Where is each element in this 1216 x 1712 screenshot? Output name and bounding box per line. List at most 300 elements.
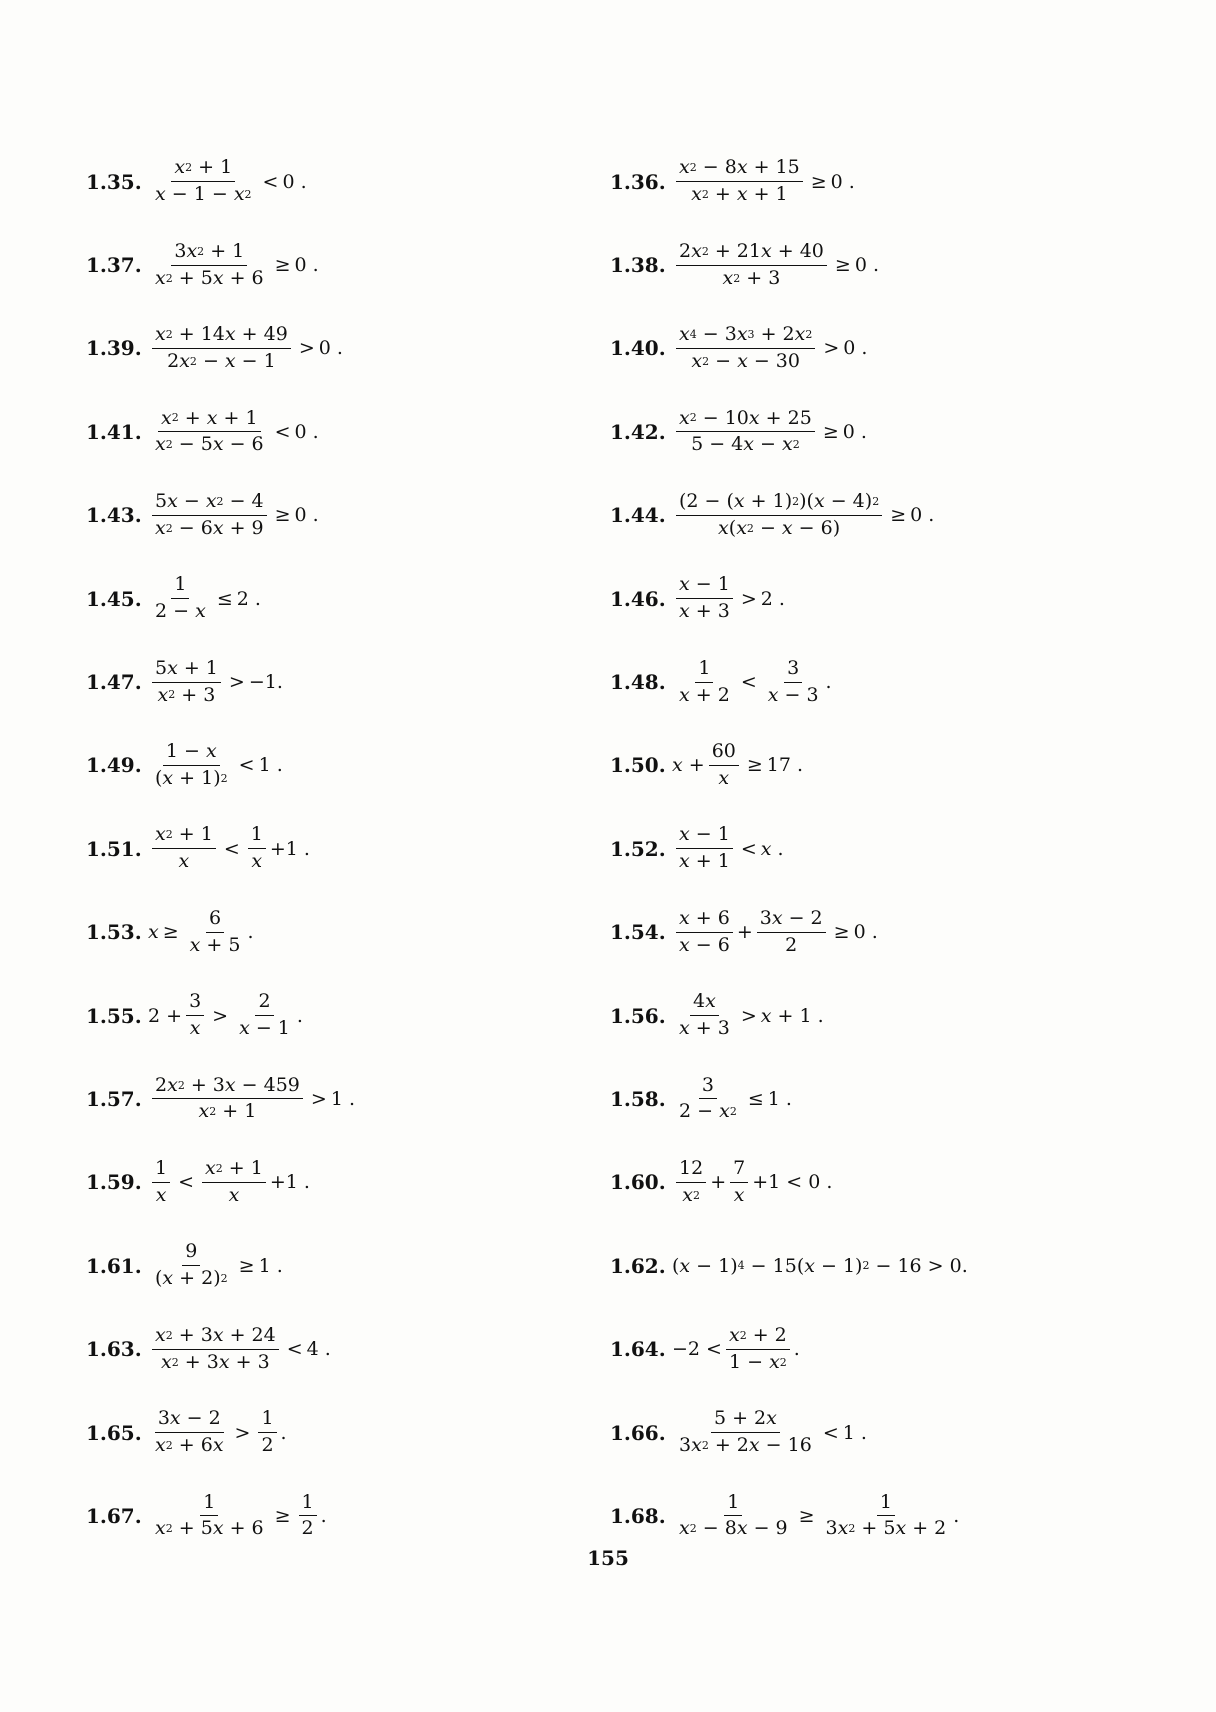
problem-1-60 [610,1141,1170,1224]
fraction [676,491,882,540]
fraction [152,1325,279,1374]
page-number: 155 [587,1546,629,1570]
inequality [672,1255,968,1277]
numerator: 1 [299,1492,317,1517]
inequality [672,824,784,873]
expression-text: + [736,921,753,944]
problem-1-49 [86,724,646,807]
expression-text: 0 . [910,504,935,527]
expression-text: +1 . [269,1171,310,1194]
problem-number: 1.56. [610,1003,666,1028]
problem-1-50 [610,724,1170,807]
relation-sign: > [823,337,840,360]
problem-1-66 [610,1391,1170,1474]
inequality [148,1492,327,1541]
relation-sign: ≥ [890,504,907,527]
fraction [676,408,815,457]
denominator: x [228,1183,240,1206]
problem-1-55 [86,974,646,1057]
fraction [202,1158,266,1207]
denominator: 3 x 2 + 5 x + 2 [825,1517,947,1540]
numerator: x − 1 [676,824,733,849]
expression-text: . [793,1338,800,1361]
numerator: 1 [877,1492,895,1517]
problem-1-35 [86,140,646,223]
problem-number: 1.54. [610,920,666,945]
problem-1-64 [610,1307,1170,1390]
relation-sign: > [228,671,245,694]
problem-1-59 [86,1141,646,1224]
denominator: 3 x 2 + 2 x − 16 [679,1434,812,1457]
problem-number: 1.65. [86,1420,142,1445]
expression-text: ( x − 1) 4 − 15( x − 1) 2 − 16 > 0. [672,1254,968,1277]
inequality [148,574,261,623]
denominator: x [251,850,263,873]
problem-1-61 [86,1224,646,1307]
numerator: 1 [258,1408,276,1433]
problem-1-37 [86,223,646,306]
problem-number: 1.36. [610,169,666,194]
fraction [152,241,267,290]
expression-text: . [280,1421,287,1444]
denominator: x 2 + 3 [722,266,781,289]
fraction [299,1492,317,1541]
denominator: x [155,1183,167,1206]
expression-text: 1 . [258,754,283,777]
relation-sign: ≥ [833,921,850,944]
numerator: x 4 − 3 x 3 + 2 x 2 [676,324,815,349]
fraction [676,1492,791,1541]
problem-number: 1.37. [86,253,142,278]
problem-1-46 [610,557,1170,640]
inequality [148,1158,310,1207]
problem-1-47 [86,640,646,723]
expression-text: 2 + [148,1004,183,1027]
numerator: 60 [709,741,739,766]
problem-1-63 [86,1307,646,1390]
fraction [187,908,244,957]
expression-text: 0 . [843,337,868,360]
denominator: x 2 − x − 30 [691,349,800,372]
fraction [757,908,826,957]
inequality [148,991,303,1040]
relation-sign: > [234,1421,251,1444]
denominator: 2 x 2 − x − 1 [167,349,276,372]
inequality [148,1241,283,1290]
relation-sign: < [262,170,279,193]
inequality [148,408,319,457]
numerator: x 2 − 8 x + 15 [676,157,803,182]
expression-text: +1 . [269,837,310,860]
problem-number: 1.67. [86,1503,142,1528]
expression-text: 17 . [766,754,804,777]
denominator: x 2 + 3 x + 3 [161,1350,270,1373]
inequality [672,324,867,373]
problem-1-56 [610,974,1170,1057]
problem-1-65 [86,1391,646,1474]
inequality [148,324,343,373]
relation-sign: < [822,1421,839,1444]
problem-number: 1.53. [86,920,142,945]
denominator: x − 1 − x 2 [155,183,252,206]
numerator: 1 [695,658,713,683]
problem-1-44 [610,474,1170,557]
problem-1-42 [610,390,1170,473]
denominator: x + 1 [679,850,730,873]
denominator: x − 3 [767,683,819,706]
problem-number: 1.60. [610,1170,666,1195]
relation-sign: ≥ [746,754,763,777]
relation-sign: ≤ [216,587,233,610]
relation-sign: ≥ [822,420,839,443]
numerator: x 2 + x + 1 [158,408,261,433]
numerator: x 2 + 1 [171,157,235,182]
problem-1-52 [610,807,1170,890]
inequality [148,1075,355,1124]
problem-number: 1.52. [610,836,666,861]
denominator: x − 6 [679,933,730,956]
fraction [676,824,733,873]
problem-1-39 [86,307,646,390]
relation-sign: ≥ [274,254,291,277]
fraction [676,1075,740,1124]
fraction [152,1158,170,1207]
fraction [709,741,739,790]
denominator: x + 5 [189,933,241,956]
fraction [152,574,209,623]
problem-number: 1.66. [610,1420,666,1445]
numerator: 1 [171,574,189,599]
numerator: 3 [186,991,204,1016]
inequality [672,658,832,707]
relation-sign: ≥ [162,921,179,944]
inequality [148,1408,287,1457]
problem-number: 1.42. [610,419,666,444]
expression-text: −1. [248,671,283,694]
denominator: x 2 [682,1183,700,1206]
relation-sign: > [212,1004,229,1027]
numerator: 7 [730,1158,748,1183]
expression-text: . [247,921,254,944]
relation-sign: > [298,337,315,360]
problem-number: 1.51. [86,836,142,861]
fraction [730,1158,748,1207]
inequality [672,408,867,457]
expression-text: 2 . [760,587,785,610]
expression-text: 0 . [853,921,878,944]
problem-number: 1.35. [86,169,142,194]
expression-text: + [710,1171,727,1194]
numerator: 3 x 2 + 1 [171,241,247,266]
expression-text: x [148,921,159,944]
expression-text: 1 . [767,1087,792,1110]
expression-text: 4 . [306,1338,331,1361]
denominator: 2 [785,933,798,956]
problem-number: 1.57. [86,1086,142,1111]
problem-number: 1.68. [610,1503,666,1528]
denominator: x 2 − 8 x − 9 [679,1517,788,1540]
fraction [676,1408,815,1457]
relation-sign: ≥ [834,254,851,277]
denominator: x 2 + 5 x + 6 [155,1517,264,1540]
denominator: x [718,766,730,789]
relation-sign: < [223,837,240,860]
relation-sign: < [286,1338,303,1361]
numerator: 5 + 2 x [711,1408,780,1433]
numerator: 3 [699,1075,717,1100]
fraction [676,574,733,623]
denominator: 2 [301,1517,314,1540]
numerator: 1 [248,824,266,849]
inequality [148,741,283,790]
expression-text: 0 . [318,337,343,360]
relation-sign: ≥ [274,1504,291,1527]
numerator: 3 x − 2 [757,908,826,933]
fraction [152,1075,303,1124]
numerator: 1 [724,1492,742,1517]
numerator: 6 [206,908,224,933]
fraction [152,324,291,373]
numerator: x 2 + 3 x + 24 [152,1325,279,1350]
problem-1-40 [610,307,1170,390]
denominator: x + 2 [679,683,730,706]
problem-number: 1.64. [610,1337,666,1362]
fraction [676,908,733,957]
relation-sign: ≥ [238,1254,255,1277]
expression-text: −2 < [672,1338,722,1361]
expression-text: 0 . [854,254,879,277]
numerator: 2 x 2 + 21 x + 40 [676,241,827,266]
denominator: x [733,1183,745,1206]
relation-sign: ≥ [810,170,827,193]
problem-number: 1.44. [610,503,666,528]
fraction [823,1492,950,1541]
relation-sign: ≥ [274,504,291,527]
expression-text: 2 . [236,587,261,610]
inequality [672,1075,792,1124]
numerator: x − 1 [676,574,733,599]
left-column [86,140,646,1558]
problem-1-38 [610,223,1170,306]
fraction [676,991,733,1040]
problem-number: 1.40. [610,336,666,361]
problem-number: 1.43. [86,503,142,528]
expression-text: 1 . [330,1087,355,1110]
relation-sign: ≤ [747,1087,764,1110]
denominator: 2 [261,1434,274,1457]
denominator: x [189,1017,201,1040]
problem-number: 1.62. [610,1253,666,1278]
numerator: 3 x − 2 [155,1408,224,1433]
inequality [672,574,785,623]
fraction [152,1241,231,1290]
inequality [672,157,855,206]
expression-text: 1 . [842,1421,867,1444]
numerator: 1 [200,1492,218,1517]
denominator: ( x + 2) 2 [155,1267,228,1290]
inequality [148,157,307,206]
numerator: 1 [152,1158,170,1183]
fraction [152,1492,267,1541]
problem-number: 1.49. [86,753,142,778]
problem-number: 1.45. [86,586,142,611]
expression-text: . [953,1504,960,1527]
denominator: 2 − x 2 [679,1100,737,1123]
denominator: x 2 − 6 x + 9 [155,516,264,539]
numerator: x 2 + 1 [152,824,216,849]
inequality [672,1408,867,1457]
fraction [152,408,267,457]
fraction [152,1408,227,1457]
expression-text: 1 . [258,1254,283,1277]
relation-sign: ≥ [798,1504,815,1527]
fraction [676,658,733,707]
problem-1-36 [610,140,1170,223]
problem-number: 1.41. [86,419,142,444]
inequality [148,908,254,957]
fraction [676,1158,706,1207]
relation-sign: < [274,420,291,443]
expression-text: 0 . [294,504,319,527]
numerator: 4 x [690,991,719,1016]
numerator: 9 [182,1241,200,1266]
numerator: 2 [255,991,273,1016]
inequality [672,241,879,290]
relation-sign: < [178,1171,195,1194]
numerator: x + 6 [676,908,733,933]
numerator: 5 x − x 2 − 4 [152,491,267,516]
right-column [610,140,1170,1558]
expression-text: 0 . [830,170,855,193]
expression-text: . [320,1504,327,1527]
expression-text: . [825,671,832,694]
expression-text: 0 . [294,420,319,443]
problem-number: 1.47. [86,670,142,695]
fraction [152,824,216,873]
problem-number: 1.39. [86,336,142,361]
numerator: 12 [676,1158,706,1183]
relation-sign: > [740,1004,757,1027]
problem-number: 1.58. [610,1086,666,1111]
relation-sign: > [740,587,757,610]
denominator: x 2 + x + 1 [691,183,788,206]
denominator: x 2 − 5 x − 6 [155,433,264,456]
inequality [672,991,824,1040]
numerator: 3 [784,658,802,683]
inequality [672,908,878,957]
fraction [676,157,803,206]
numerator: 2 x 2 + 3 x − 459 [152,1075,303,1100]
problem-number: 1.61. [86,1253,142,1278]
numerator: 5 x + 1 [152,658,221,683]
problem-1-51 [86,807,646,890]
inequality [148,824,310,873]
numerator: x 2 + 2 [726,1325,790,1350]
fraction [676,241,827,290]
fraction [248,824,266,873]
fraction [152,741,231,790]
fraction [152,157,255,206]
inequality [148,241,319,290]
relation-sign: < [740,671,757,694]
problem-number: 1.48. [610,670,666,695]
numerator: (2 − ( x + 1) 2 )( x − 4) 2 [676,491,882,516]
denominator: 2 − x [155,600,206,623]
numerator: 1 − x [163,741,220,766]
denominator: x [178,850,190,873]
expression-text: . [296,1004,303,1027]
denominator: x − 1 [239,1017,290,1040]
inequality [672,1325,800,1374]
fraction [152,658,221,707]
problem-1-43 [86,474,646,557]
problem-1-54 [610,891,1170,974]
denominator: x 2 + 5 x + 6 [155,266,264,289]
problem-number: 1.46. [610,586,666,611]
problem-number: 1.55. [86,1003,142,1028]
fraction [152,491,267,540]
fraction [258,1408,276,1457]
expression-text: 0 . [282,170,307,193]
problem-1-41 [86,390,646,473]
denominator: x + 3 [679,1017,730,1040]
relation-sign: < [740,837,757,860]
denominator: x ( x 2 − x − 6) [718,516,841,539]
numerator: x 2 + 1 [202,1158,266,1183]
problem-1-62 [610,1224,1170,1307]
fraction [236,991,293,1040]
denominator: ( x + 1) 2 [155,766,228,789]
denominator: 5 − 4 x − x 2 [691,433,800,456]
problem-1-58 [610,1057,1170,1140]
numerator: x 2 − 10 x + 25 [676,408,815,433]
fraction [676,324,815,373]
inequality [148,491,319,540]
problem-number: 1.38. [610,253,666,278]
inequality [672,1158,832,1207]
expression-text: x + 1 . [760,1004,824,1027]
relation-sign: < [238,754,255,777]
inequality [148,658,283,707]
expression-text: x + [672,754,705,777]
denominator: x 2 + 1 [198,1100,257,1123]
fraction [765,658,822,707]
problem-number: 1.50. [610,753,666,778]
problem-number: 1.59. [86,1170,142,1195]
inequality [672,741,803,790]
problem-1-53 [86,891,646,974]
fraction [186,991,204,1040]
inequality [672,491,934,540]
relation-sign: > [310,1087,327,1110]
denominator: 1 − x 2 [728,1350,787,1373]
denominator: x + 3 [679,600,730,623]
expression-text: 0 . [842,420,867,443]
numerator: x 2 + 14 x + 49 [152,324,291,349]
problem-1-45 [86,557,646,640]
expression-text: x . [760,837,784,860]
problem-1-57 [86,1057,646,1140]
inequality [672,1492,959,1541]
fraction [726,1325,790,1374]
expression-text: +1 < 0 . [752,1171,833,1194]
expression-text: 0 . [294,254,319,277]
problem-1-48 [610,640,1170,723]
problem-number: 1.63. [86,1337,142,1362]
denominator: x 2 + 6 x [155,1434,224,1457]
inequality [148,1325,331,1374]
denominator: x 2 + 3 [157,683,216,706]
